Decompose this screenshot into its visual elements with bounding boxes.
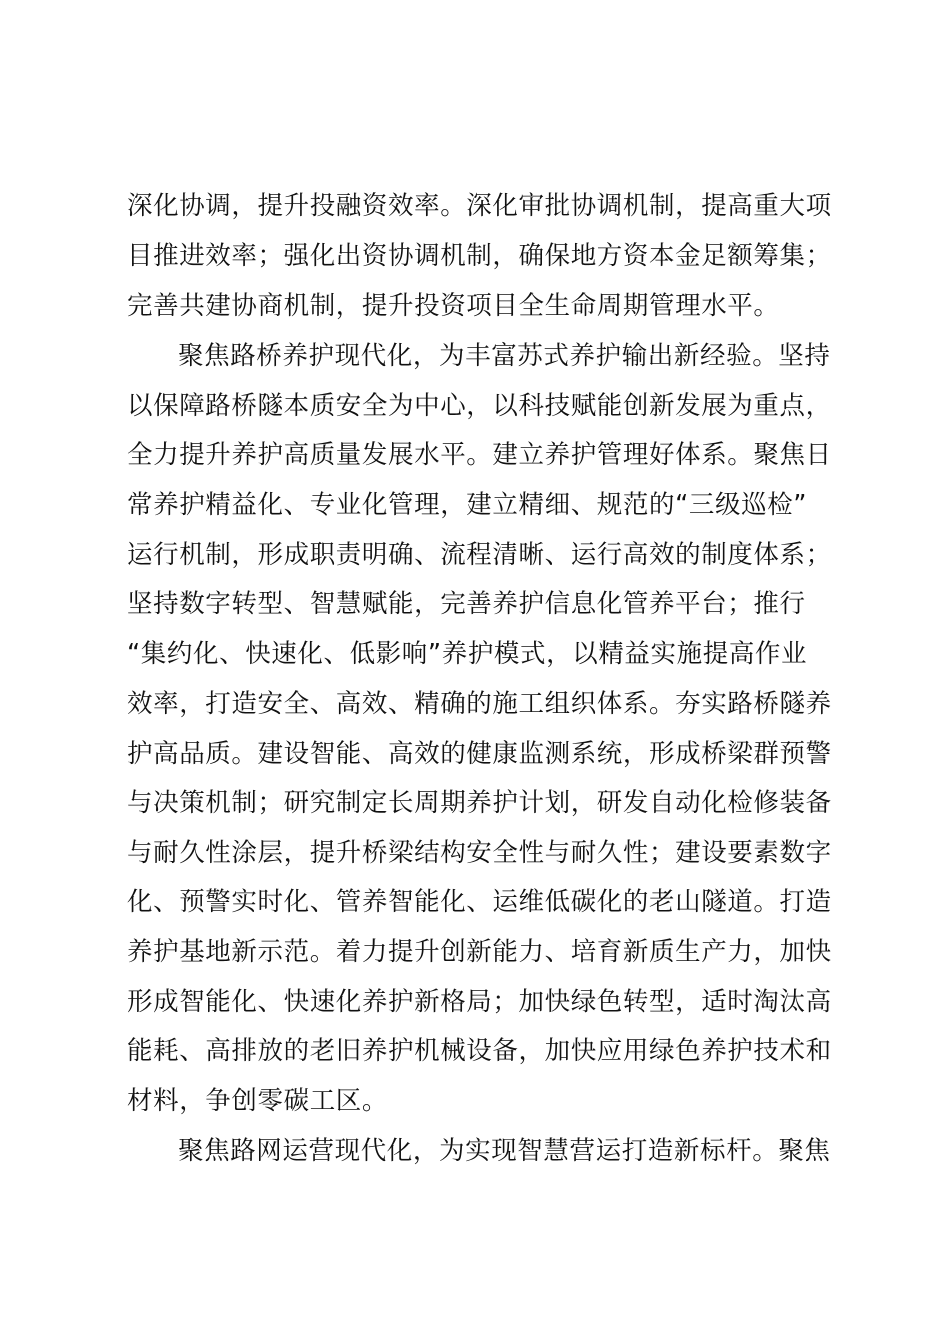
text-line-11: 效率，打造安全、高效、精确的施工组织体系。夯实路桥隧养 <box>127 689 832 719</box>
text-line-6: 全力提升养护高质量发展水平。建立养护管理好体系。聚焦日 <box>127 440 832 470</box>
text-line-2: 目推进效率；强化出资协调机制，确保地方资本金足额筹集； <box>127 241 832 271</box>
text-line-18: 能耗、高排放的老旧养护机械设备，加快应用绿色养护技术和 <box>127 1036 832 1066</box>
text-line-5: 以保障路桥隧本质安全为中心，以科技赋能创新发展为重点， <box>127 391 832 421</box>
text-line-19: 材料，争创零碳工区。 <box>127 1086 389 1116</box>
text-line-12: 护高品质。建设智能、高效的健康监测系统，形成桥梁群预警 <box>127 739 832 769</box>
text-line-7: 常养护精益化、专业化管理，建立精细、规范的“三级巡检” <box>127 490 808 520</box>
paragraph-2-first-line: 聚焦路桥养护现代化，为丰富苏式养护输出新经验。坚持 <box>178 341 831 371</box>
text-line-16: 养护基地新示范。着力提升创新能力、培育新质生产力，加快 <box>127 937 832 967</box>
text-line-10: “集约化、快速化、低影响”养护模式，以精益实施提高作业 <box>127 639 808 669</box>
text-line-15: 化、预警实时化、管养智能化、运维低碳化的老山隧道。打造 <box>127 887 832 917</box>
text-line-1: 深化协调，提升投融资效率。深化审批协调机制，提高重大项 <box>127 191 832 221</box>
text-line-14: 与耐久性涂层，提升桥梁结构安全性与耐久性；建设要素数字 <box>127 838 832 868</box>
text-line-8: 运行机制，形成职责明确、流程清晰、运行高效的制度体系； <box>127 540 832 570</box>
text-line-13: 与决策机制；研究制定长周期养护计划，研发自动化检修装备 <box>127 788 832 818</box>
text-line-9: 坚持数字转型、智慧赋能，完善养护信息化管养平台；推行 <box>127 589 806 619</box>
text-line-17: 形成智能化、快速化养护新格局；加快绿色转型，适时淘汰高 <box>127 987 832 1017</box>
text-line-3: 完善共建协商机制，提升投资项目全生命周期管理水平。 <box>127 291 780 321</box>
paragraph-3-first-line: 聚焦路网运营现代化，为实现智慧营运打造新标杆。聚焦 <box>178 1136 831 1166</box>
